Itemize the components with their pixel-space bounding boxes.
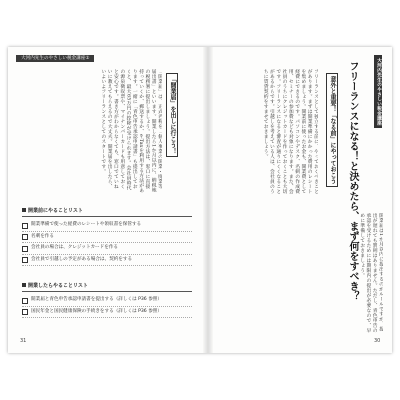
book-gutter <box>203 47 213 353</box>
checkbox-icon <box>22 246 28 252</box>
checklist-before-opening <box>22 207 192 266</box>
subheading: 意外と重要！「なる前」にやっておこう <box>326 73 338 187</box>
book-spread <box>8 47 392 353</box>
square-bullet-icon <box>22 208 26 212</box>
left-body-paragraph: 「開業届」は、正式名称を「個人事業の開業・廃業等届出書」といいます。開業したら1か月以内に、納税地の税務署に提出しましょう。提出方法は、窓口に直接持っていくか、郵送するか、e-Taxを利用する方法があります。一緒に「青色申告承認申請書」も提出しておくと、最大65万円の控除が受けられます。会社員時代の源泉徴収票や、マイナンバーカードも用意しておくと安心です。書き方がわからなくても、窓口でていねいに教えてもらえるので大丈夫。開業届を出したら、いよいよフリーランスとしてのスタートです。 <box>100 69 162 193</box>
checklist-item: 会社員の場合は、クレジットカードを作る <box>22 243 192 255</box>
right-body-paragraph: フリーランスとして独立する前に、やっておくべきことがあります。まずは開業準備にかかった費用のレシートを集めましょう。開業前に使ったお金も、開業費として経費にできるのです。パソコンやデスク、名刺の作成費用、セミナーの参加費なども対象になります。また、会社員のうちにクレジットカードを作っておくことも大切です。フリーランスになると審査が通りにくくなることがあるからです。引越しを考えている人は、会社員のうちに賃貸契約をすませておきましょう。 <box>262 69 318 194</box>
checklist-title: 開業したらやることリスト <box>22 282 192 292</box>
checklist-item: 名刺を作る <box>22 232 192 244</box>
square-bullet-icon <box>22 283 26 287</box>
checklist-item: 会社員で引越しの予定がある場合は、契約をする <box>22 255 192 267</box>
checklist-after-opening <box>22 282 192 318</box>
right-body-text-lower <box>218 213 383 333</box>
left-body-text <box>22 69 162 193</box>
checklist-item: 開業準備で使った経費のレシートや領収書を保管する <box>22 220 192 232</box>
right-body-paragraph-2: 開業届は1か月以内に提出するのがルールですが、提出が遅れても罰則はありません。ただし、青色申告の承認を受けるためには期限内の提出が必要なので、早めに準備しておきましょう。 <box>359 213 383 333</box>
checkbox-icon <box>22 298 28 304</box>
checkbox-icon <box>22 223 28 229</box>
section-heading: 「開業届」を出しに行こう！ <box>166 73 178 157</box>
chapter-tag: 大河内先生のやさしい税金講座 <box>374 55 382 128</box>
checkbox-icon <box>22 234 28 240</box>
right-body-text-upper <box>218 69 318 197</box>
checklist-item: 国民年金と国民健康保険の手続きをする（詳しくは P36 参照） <box>22 307 192 319</box>
page-number: 30 <box>374 338 381 344</box>
page-number: 31 <box>20 338 27 344</box>
checkbox-icon <box>22 309 28 315</box>
page-title: フリーランスになる！と決めたら、まず何をすべき？ <box>347 61 358 301</box>
running-head: 大河内先生のやさしい税金講座① <box>16 55 94 62</box>
checklist-item: 開業届と青色申告承認申請書を提出する（詳しくは P36 参照） <box>22 295 192 307</box>
checklist-title: 開業前にやることリスト <box>22 207 192 217</box>
checkbox-icon <box>22 257 28 263</box>
